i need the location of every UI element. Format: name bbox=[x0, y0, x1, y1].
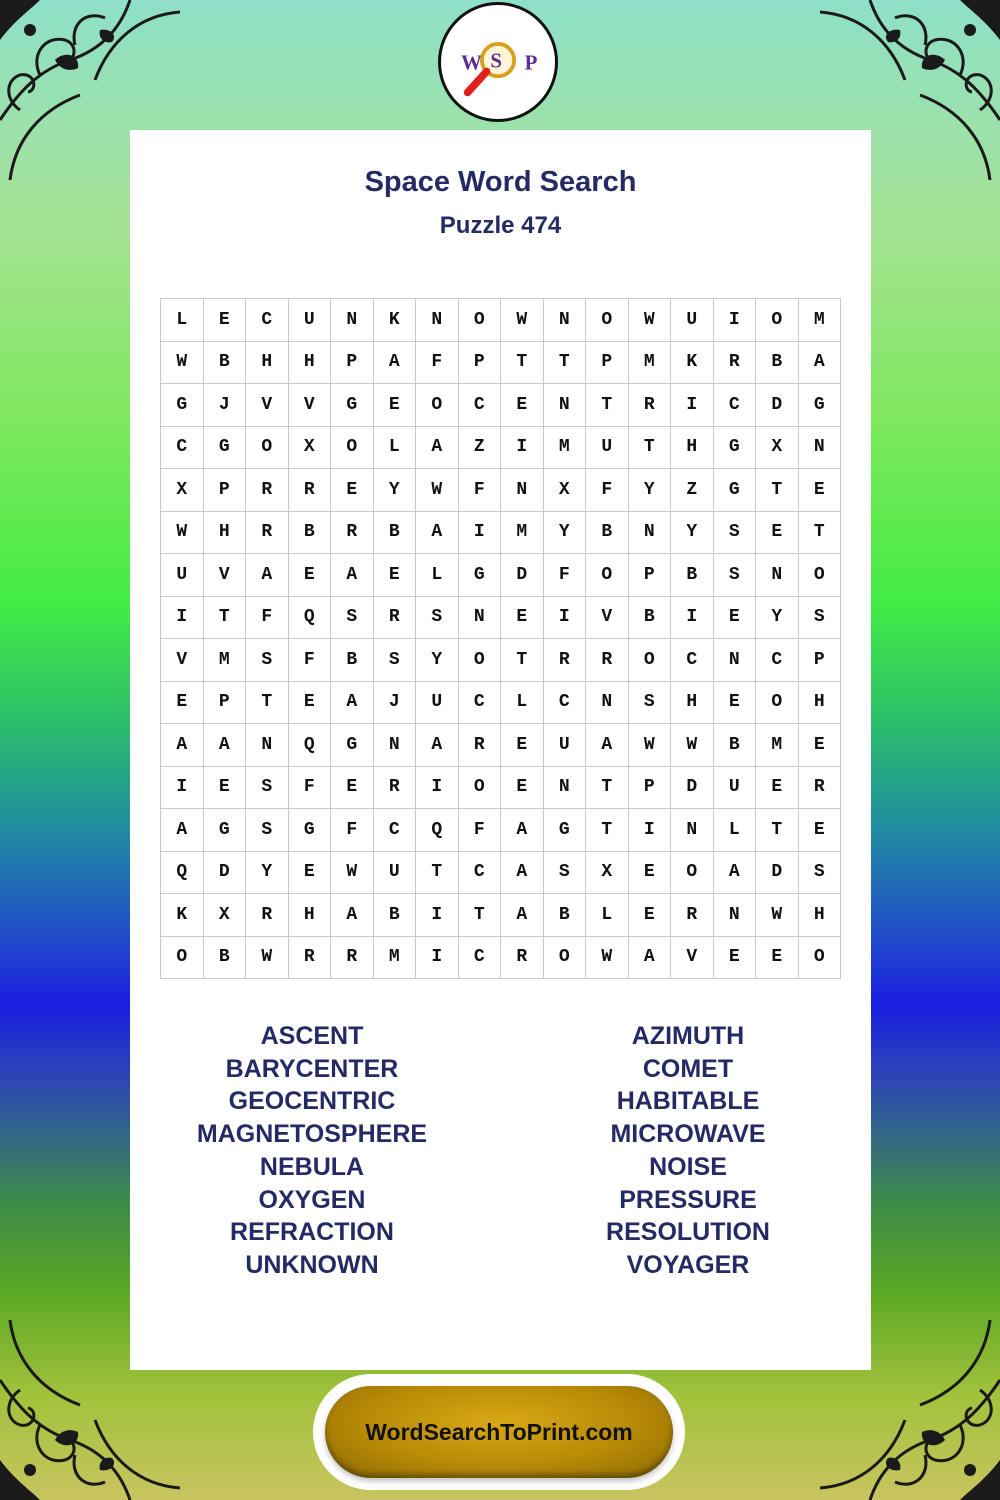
grid-cell[interactable]: G bbox=[714, 427, 757, 470]
grid-cell[interactable]: W bbox=[416, 469, 459, 512]
grid-cell[interactable]: T bbox=[501, 639, 544, 682]
grid-cell[interactable]: P bbox=[586, 342, 629, 385]
grid-cell[interactable]: A bbox=[416, 724, 459, 767]
grid-cell[interactable]: N bbox=[544, 299, 587, 342]
grid-cell[interactable]: R bbox=[629, 384, 672, 427]
grid-cell[interactable]: F bbox=[459, 469, 502, 512]
grid-cell[interactable]: V bbox=[161, 639, 204, 682]
grid-cell[interactable]: B bbox=[204, 342, 247, 385]
grid-cell[interactable]: Y bbox=[629, 469, 672, 512]
grid-cell[interactable]: O bbox=[459, 639, 502, 682]
grid-cell[interactable]: X bbox=[586, 852, 629, 895]
grid-cell[interactable]: Y bbox=[671, 512, 714, 555]
grid-cell[interactable]: A bbox=[331, 682, 374, 725]
grid-cell[interactable]: T bbox=[586, 384, 629, 427]
grid-cell[interactable]: D bbox=[671, 767, 714, 810]
letter-grid bbox=[160, 298, 841, 979]
word-list-item: HABITABLE bbox=[616, 1087, 760, 1116]
grid-cell[interactable]: I bbox=[416, 894, 459, 937]
grid-cell[interactable]: R bbox=[459, 724, 502, 767]
site-link-button[interactable]: WordSearchToPrint.com bbox=[325, 1386, 673, 1478]
grid-cell[interactable]: H bbox=[799, 894, 842, 937]
grid-cell[interactable]: T bbox=[799, 512, 842, 555]
grid-cell[interactable]: N bbox=[714, 894, 757, 937]
grid-cell[interactable]: R bbox=[289, 469, 332, 512]
grid-cell[interactable]: T bbox=[204, 597, 247, 640]
grid-cell[interactable]: Y bbox=[374, 469, 417, 512]
word-list-item: REFRACTION bbox=[230, 1218, 394, 1247]
grid-cell[interactable]: O bbox=[671, 852, 714, 895]
grid-cell[interactable]: A bbox=[586, 724, 629, 767]
grid-cell[interactable]: C bbox=[756, 639, 799, 682]
grid-cell[interactable]: R bbox=[246, 469, 289, 512]
grid-cell[interactable]: F bbox=[246, 597, 289, 640]
grid-cell[interactable]: Z bbox=[459, 427, 502, 470]
grid-cell[interactable]: O bbox=[799, 937, 842, 980]
grid-cell[interactable]: O bbox=[586, 299, 629, 342]
puzzle-sheet bbox=[130, 130, 871, 1370]
grid-cell[interactable]: D bbox=[501, 554, 544, 597]
grid-cell[interactable]: R bbox=[331, 512, 374, 555]
grid-cell[interactable]: N bbox=[416, 299, 459, 342]
grid-cell[interactable]: T bbox=[246, 682, 289, 725]
word-list-item: PRESSURE bbox=[619, 1185, 757, 1214]
grid-cell[interactable]: N bbox=[714, 639, 757, 682]
grid-cell[interactable]: T bbox=[459, 894, 502, 937]
grid-cell[interactable]: N bbox=[501, 469, 544, 512]
grid-cell[interactable]: S bbox=[331, 597, 374, 640]
grid-cell[interactable]: B bbox=[544, 894, 587, 937]
grid-cell[interactable]: U bbox=[586, 427, 629, 470]
grid-cell[interactable]: L bbox=[501, 682, 544, 725]
grid-cell[interactable]: Z bbox=[671, 469, 714, 512]
grid-cell[interactable]: C bbox=[246, 299, 289, 342]
puzzle-number: Puzzle 474 bbox=[439, 212, 562, 239]
grid-cell[interactable]: P bbox=[204, 682, 247, 725]
grid-cell[interactable]: B bbox=[629, 597, 672, 640]
grid-cell[interactable]: S bbox=[246, 639, 289, 682]
grid-cell[interactable]: R bbox=[374, 597, 417, 640]
grid-cell[interactable]: A bbox=[799, 342, 842, 385]
grid-cell[interactable]: X bbox=[204, 894, 247, 937]
grid-cell[interactable]: A bbox=[161, 809, 204, 852]
grid-cell[interactable]: E bbox=[161, 682, 204, 725]
grid-cell[interactable]: A bbox=[416, 512, 459, 555]
word-list-item: AZIMUTH bbox=[631, 1022, 745, 1050]
grid-cell[interactable]: G bbox=[204, 427, 247, 470]
grid-cell[interactable]: V bbox=[671, 937, 714, 980]
grid-cell[interactable]: E bbox=[756, 512, 799, 555]
grid-cell[interactable]: X bbox=[161, 469, 204, 512]
grid-cell[interactable]: C bbox=[459, 937, 502, 980]
grid-cell[interactable]: C bbox=[374, 809, 417, 852]
grid-cell[interactable]: O bbox=[246, 427, 289, 470]
grid-cell[interactable]: S bbox=[374, 639, 417, 682]
grid-cell[interactable]: B bbox=[714, 724, 757, 767]
logo-letter-p: P bbox=[524, 50, 538, 75]
grid-cell[interactable]: E bbox=[714, 682, 757, 725]
word-list-item: NOISE bbox=[649, 1152, 727, 1181]
grid-cell[interactable]: W bbox=[629, 724, 672, 767]
grid-cell[interactable]: Y bbox=[416, 639, 459, 682]
grid-cell[interactable]: U bbox=[161, 554, 204, 597]
grid-cell[interactable]: O bbox=[629, 639, 672, 682]
grid-cell[interactable]: T bbox=[756, 469, 799, 512]
grid-cell[interactable]: M bbox=[374, 937, 417, 980]
grid-cell[interactable]: A bbox=[331, 554, 374, 597]
grid-cell[interactable]: Y bbox=[756, 597, 799, 640]
grid-cell[interactable]: C bbox=[161, 427, 204, 470]
grid-cell[interactable]: P bbox=[204, 469, 247, 512]
word-list-item: RESOLUTION bbox=[606, 1218, 770, 1247]
grid-cell[interactable]: R bbox=[331, 937, 374, 980]
grid-cell[interactable]: O bbox=[756, 682, 799, 725]
grid-cell[interactable]: A bbox=[501, 809, 544, 852]
grid-cell[interactable]: S bbox=[714, 512, 757, 555]
grid-cell[interactable]: E bbox=[331, 767, 374, 810]
grid-cell[interactable]: A bbox=[246, 554, 289, 597]
grid-cell[interactable]: F bbox=[544, 554, 587, 597]
grid-cell[interactable]: E bbox=[799, 809, 842, 852]
grid-cell[interactable]: C bbox=[459, 852, 502, 895]
grid-cell[interactable]: A bbox=[161, 724, 204, 767]
grid-cell[interactable]: I bbox=[416, 767, 459, 810]
grid-cell[interactable]: J bbox=[374, 682, 417, 725]
grid-cell[interactable]: E bbox=[629, 852, 672, 895]
grid-cell[interactable]: N bbox=[799, 427, 842, 470]
grid-cell[interactable]: N bbox=[586, 682, 629, 725]
grid-cell[interactable]: G bbox=[331, 384, 374, 427]
grid-cell[interactable]: N bbox=[671, 809, 714, 852]
grid-cell[interactable]: Y bbox=[544, 512, 587, 555]
grid-cell[interactable]: R bbox=[246, 512, 289, 555]
grid-cell[interactable]: E bbox=[331, 469, 374, 512]
grid-cell[interactable]: O bbox=[459, 767, 502, 810]
grid-cell[interactable]: I bbox=[161, 597, 204, 640]
grid-cell[interactable]: T bbox=[416, 852, 459, 895]
grid-cell[interactable]: Y bbox=[246, 852, 289, 895]
grid-cell[interactable]: O bbox=[416, 384, 459, 427]
grid-cell[interactable]: A bbox=[501, 852, 544, 895]
logo-letter-s: S bbox=[490, 48, 503, 73]
grid-cell[interactable]: F bbox=[586, 469, 629, 512]
grid-cell[interactable]: W bbox=[756, 894, 799, 937]
grid-cell[interactable]: E bbox=[289, 554, 332, 597]
grid-cell[interactable]: N bbox=[756, 554, 799, 597]
grid-cell[interactable]: E bbox=[629, 894, 672, 937]
grid-cell[interactable]: S bbox=[799, 852, 842, 895]
grid-cell[interactable]: I bbox=[459, 512, 502, 555]
grid-cell[interactable]: G bbox=[204, 809, 247, 852]
word-list-item: UNKNOWN bbox=[245, 1250, 379, 1279]
grid-cell[interactable]: P bbox=[629, 767, 672, 810]
grid-cell[interactable]: B bbox=[374, 894, 417, 937]
grid-cell[interactable]: B bbox=[374, 512, 417, 555]
grid-cell[interactable]: R bbox=[246, 894, 289, 937]
grid-cell[interactable]: X bbox=[289, 427, 332, 470]
grid-cell[interactable]: E bbox=[204, 767, 247, 810]
magnifier-logo-icon bbox=[441, 5, 555, 119]
grid-cell[interactable]: E bbox=[756, 767, 799, 810]
grid-cell[interactable]: C bbox=[459, 682, 502, 725]
grid-cell[interactable]: O bbox=[331, 427, 374, 470]
grid-cell[interactable]: S bbox=[246, 809, 289, 852]
grid-cell[interactable]: M bbox=[629, 342, 672, 385]
grid-cell[interactable]: F bbox=[459, 809, 502, 852]
grid-cell[interactable]: R bbox=[671, 894, 714, 937]
grid-cell[interactable]: M bbox=[544, 427, 587, 470]
grid-cell[interactable]: U bbox=[416, 682, 459, 725]
grid-cell[interactable]: R bbox=[714, 342, 757, 385]
grid-cell[interactable]: A bbox=[416, 427, 459, 470]
grid-cell[interactable]: O bbox=[161, 937, 204, 980]
word-list-item: ASCENT bbox=[260, 1022, 364, 1050]
grid-cell[interactable]: I bbox=[714, 299, 757, 342]
grid-cell[interactable]: E bbox=[501, 767, 544, 810]
grid-cell[interactable]: D bbox=[204, 852, 247, 895]
grid-cell[interactable]: V bbox=[204, 554, 247, 597]
grid-cell[interactable]: H bbox=[799, 682, 842, 725]
grid-cell[interactable]: L bbox=[586, 894, 629, 937]
grid-cell[interactable]: R bbox=[289, 937, 332, 980]
grid-cell[interactable]: R bbox=[799, 767, 842, 810]
grid-cell[interactable]: M bbox=[501, 512, 544, 555]
grid-cell[interactable]: U bbox=[671, 299, 714, 342]
site-banner bbox=[313, 1374, 685, 1490]
grid-cell[interactable]: I bbox=[671, 597, 714, 640]
grid-cell[interactable]: B bbox=[586, 512, 629, 555]
grid-cell[interactable]: B bbox=[204, 937, 247, 980]
grid-cell[interactable]: E bbox=[501, 597, 544, 640]
grid-cell[interactable]: N bbox=[246, 724, 289, 767]
grid-cell[interactable]: H bbox=[289, 894, 332, 937]
grid-cell[interactable]: E bbox=[714, 597, 757, 640]
grid-cell[interactable]: V bbox=[246, 384, 289, 427]
grid-cell[interactable]: B bbox=[756, 342, 799, 385]
grid-cell[interactable]: Q bbox=[289, 597, 332, 640]
grid-cell[interactable]: T bbox=[501, 342, 544, 385]
grid-cell[interactable]: O bbox=[756, 299, 799, 342]
grid-cell[interactable]: Q bbox=[161, 852, 204, 895]
grid-cell[interactable]: G bbox=[799, 384, 842, 427]
grid-cell[interactable]: I bbox=[544, 597, 587, 640]
grid-cell[interactable]: A bbox=[204, 724, 247, 767]
grid-cell[interactable]: L bbox=[416, 554, 459, 597]
grid-cell[interactable]: E bbox=[799, 469, 842, 512]
grid-cell[interactable]: N bbox=[331, 299, 374, 342]
grid-cell[interactable]: U bbox=[289, 299, 332, 342]
grid-cell[interactable]: R bbox=[586, 639, 629, 682]
grid-cell[interactable]: W bbox=[331, 852, 374, 895]
word-list-left bbox=[142, 1020, 482, 1282]
grid-cell[interactable]: M bbox=[204, 639, 247, 682]
grid-cell[interactable]: E bbox=[374, 384, 417, 427]
grid-cell[interactable]: L bbox=[714, 809, 757, 852]
grid-cell[interactable]: U bbox=[544, 724, 587, 767]
grid-cell[interactable]: T bbox=[629, 427, 672, 470]
grid-cell[interactable]: N bbox=[629, 512, 672, 555]
grid-cell[interactable]: T bbox=[756, 809, 799, 852]
grid-cell[interactable]: N bbox=[544, 767, 587, 810]
grid-cell[interactable]: F bbox=[331, 809, 374, 852]
grid-cell[interactable]: V bbox=[586, 597, 629, 640]
grid-cell[interactable]: W bbox=[629, 299, 672, 342]
grid-cell[interactable]: S bbox=[629, 682, 672, 725]
grid-cell[interactable]: O bbox=[586, 554, 629, 597]
grid-cell[interactable]: S bbox=[246, 767, 289, 810]
grid-cell[interactable]: W bbox=[501, 299, 544, 342]
grid-cell[interactable]: U bbox=[714, 767, 757, 810]
grid-cell[interactable]: W bbox=[161, 512, 204, 555]
grid-cell[interactable]: C bbox=[714, 384, 757, 427]
grid-cell[interactable]: H bbox=[671, 427, 714, 470]
word-list-item: VOYAGER bbox=[626, 1250, 750, 1279]
grid-cell[interactable]: G bbox=[331, 724, 374, 767]
grid-cell[interactable]: U bbox=[374, 852, 417, 895]
grid-cell[interactable]: A bbox=[714, 852, 757, 895]
grid-cell[interactable]: V bbox=[289, 384, 332, 427]
grid-cell[interactable]: L bbox=[161, 299, 204, 342]
page-title: Space Word Search bbox=[364, 166, 637, 198]
grid-cell[interactable]: L bbox=[374, 427, 417, 470]
grid-cell[interactable]: H bbox=[204, 512, 247, 555]
grid-cell[interactable]: Q bbox=[289, 724, 332, 767]
grid-cell[interactable]: A bbox=[331, 894, 374, 937]
grid-cell[interactable]: E bbox=[289, 852, 332, 895]
grid-cell[interactable]: S bbox=[714, 554, 757, 597]
word-list-item: NEBULA bbox=[259, 1152, 365, 1181]
grid-cell[interactable]: E bbox=[714, 937, 757, 980]
grid-cell[interactable]: W bbox=[586, 937, 629, 980]
word-list-item: OXYGEN bbox=[258, 1185, 366, 1214]
grid-cell[interactable]: Q bbox=[416, 809, 459, 852]
grid-cell[interactable]: H bbox=[671, 682, 714, 725]
grid-cell[interactable]: G bbox=[161, 384, 204, 427]
grid-cell[interactable]: X bbox=[544, 469, 587, 512]
grid-cell[interactable]: B bbox=[331, 639, 374, 682]
word-list-item: MAGNETOSPHERE bbox=[196, 1120, 428, 1149]
grid-cell[interactable]: R bbox=[544, 639, 587, 682]
grid-cell[interactable]: G bbox=[714, 469, 757, 512]
grid-cell[interactable]: J bbox=[204, 384, 247, 427]
grid-cell[interactable]: A bbox=[501, 894, 544, 937]
grid-cell[interactable]: T bbox=[586, 767, 629, 810]
grid-cell[interactable]: E bbox=[374, 554, 417, 597]
grid-cell[interactable]: G bbox=[544, 809, 587, 852]
grid-cell[interactable]: I bbox=[629, 809, 672, 852]
grid-cell[interactable]: D bbox=[756, 852, 799, 895]
grid-cell[interactable]: C bbox=[671, 639, 714, 682]
grid-cell[interactable]: P bbox=[459, 342, 502, 385]
word-list-item: MICROWAVE bbox=[610, 1120, 766, 1149]
grid-cell[interactable]: W bbox=[246, 937, 289, 980]
grid-cell[interactable]: A bbox=[374, 342, 417, 385]
grid-cell[interactable]: S bbox=[416, 597, 459, 640]
grid-cell[interactable]: W bbox=[161, 342, 204, 385]
grid-cell[interactable]: D bbox=[756, 384, 799, 427]
grid-cell[interactable]: E bbox=[799, 724, 842, 767]
grid-cell[interactable]: A bbox=[629, 937, 672, 980]
grid-cell[interactable]: E bbox=[289, 682, 332, 725]
grid-cell[interactable]: E bbox=[756, 937, 799, 980]
word-list-item: COMET bbox=[642, 1054, 734, 1083]
grid-cell[interactable]: X bbox=[756, 427, 799, 470]
wsp-logo[interactable] bbox=[438, 2, 558, 122]
grid-cell[interactable]: N bbox=[459, 597, 502, 640]
grid-cell[interactable]: S bbox=[544, 852, 587, 895]
grid-cell[interactable]: H bbox=[289, 342, 332, 385]
grid-cell[interactable]: R bbox=[374, 767, 417, 810]
grid-cell[interactable]: K bbox=[671, 342, 714, 385]
grid-cell[interactable]: O bbox=[459, 299, 502, 342]
grid-cell[interactable]: C bbox=[459, 384, 502, 427]
grid-cell[interactable]: I bbox=[501, 427, 544, 470]
grid-cell[interactable]: W bbox=[671, 724, 714, 767]
grid-cell[interactable]: B bbox=[671, 554, 714, 597]
grid-cell[interactable]: P bbox=[331, 342, 374, 385]
grid-cell[interactable]: I bbox=[161, 767, 204, 810]
grid-cell[interactable]: O bbox=[544, 937, 587, 980]
grid-cell[interactable]: E bbox=[501, 724, 544, 767]
logo-letter-w: W bbox=[460, 50, 482, 75]
grid-cell[interactable]: M bbox=[756, 724, 799, 767]
grid-cell[interactable]: T bbox=[586, 809, 629, 852]
grid-cell[interactable]: I bbox=[416, 937, 459, 980]
grid-cell[interactable]: G bbox=[289, 809, 332, 852]
word-list-right bbox=[518, 1020, 858, 1282]
grid-cell[interactable]: F bbox=[289, 639, 332, 682]
grid-cell[interactable]: T bbox=[544, 342, 587, 385]
grid-cell[interactable]: H bbox=[246, 342, 289, 385]
grid-cell[interactable]: P bbox=[799, 639, 842, 682]
grid-cell[interactable]: K bbox=[161, 894, 204, 937]
grid-cell[interactable]: N bbox=[544, 384, 587, 427]
grid-cell[interactable]: E bbox=[204, 299, 247, 342]
word-list-item: GEOCENTRIC bbox=[228, 1087, 396, 1116]
grid-cell[interactable]: F bbox=[416, 342, 459, 385]
grid-cell[interactable]: M bbox=[799, 299, 842, 342]
grid-cell[interactable]: C bbox=[544, 682, 587, 725]
grid-cell[interactable]: N bbox=[374, 724, 417, 767]
grid-cell[interactable]: P bbox=[629, 554, 672, 597]
grid-cell[interactable]: O bbox=[799, 554, 842, 597]
grid-cell[interactable]: E bbox=[501, 384, 544, 427]
grid-cell[interactable]: I bbox=[671, 384, 714, 427]
grid-cell[interactable]: B bbox=[289, 512, 332, 555]
grid-cell[interactable]: F bbox=[289, 767, 332, 810]
grid-cell[interactable]: R bbox=[501, 937, 544, 980]
word-list-item: BARYCENTER bbox=[225, 1054, 399, 1083]
grid-cell[interactable]: S bbox=[799, 597, 842, 640]
grid-cell[interactable]: G bbox=[459, 554, 502, 597]
grid-cell[interactable]: K bbox=[374, 299, 417, 342]
